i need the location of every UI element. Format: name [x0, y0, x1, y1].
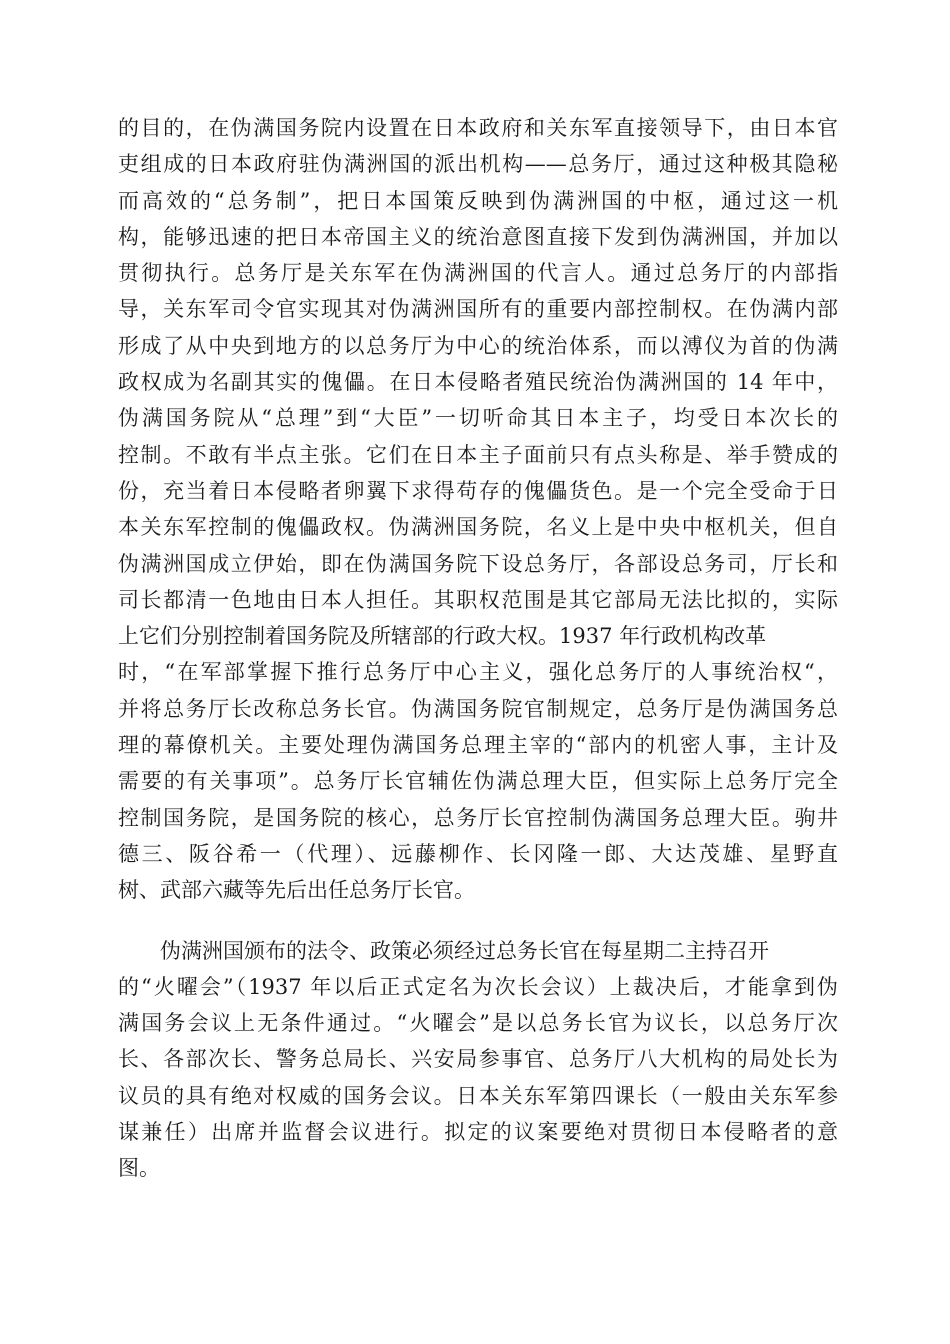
paragraph-2	[118, 933, 838, 1187]
text-line: 谋兼任）出席并监督会议进行。拟定的议案要绝对贯彻日本侵略者的意	[118, 1120, 838, 1145]
text-line: 司长都清一色地由日本人担任。其职权范围是其它部局无法比拟的，实际	[118, 587, 838, 612]
text-line: 上它们分别控制着国务院及所辖部的行政大权。1937 年行政机构改革	[118, 624, 767, 649]
text-line: 构，能够迅速的把日本帝国主义的统治意图直接下发到伪满洲国，并加以	[118, 224, 838, 249]
text-line: 贯彻执行。总务厅是关东军在伪满洲国的代言人。通过总务厅的内部指	[118, 261, 838, 286]
text-line: 份，充当着日本侵略者卵翼下求得苟存的傀儡货色。是一个完全受命于日	[118, 478, 838, 503]
text-line: 理的幕僚机关。主要处理伪满国务总理主宰的“部内的机密人事，主计及	[118, 733, 838, 758]
body-text	[118, 110, 838, 1187]
text-line: 伪满洲国成立伊始，即在伪满国务院下设总务厅，各部设总务司，厅长和	[118, 551, 838, 576]
text-line: 而高效的“总务制”，把日本国策反映到伪满洲国的中枢，通过这一机	[118, 188, 838, 213]
text-line: 时，“在军部掌握下推行总务厅中心主义，强化总务厅的人事统治权“，	[118, 660, 838, 685]
text-line: 形成了从中央到地方的以总务厅为中心的统治体系，而以溥仪为首的伪满	[118, 333, 838, 358]
text-line: 本关东军控制的傀儡政权。伪满洲国务院，名义上是中央中枢机关，但自	[118, 515, 838, 540]
text-line: 控制国务院，是国务院的核心，总务厅长官控制伪满国务总理大臣。驹井	[118, 805, 838, 830]
text-line: 图。	[118, 1156, 160, 1181]
text-line: 的目的，在伪满国务院内设置在日本政府和关东军直接领导下，由日本官	[118, 116, 838, 140]
text-line: 树、武部六藏等先后出任总务厅长官。	[118, 878, 475, 903]
paragraph-gap	[118, 909, 838, 933]
text-line: 导，关东军司令官实现其对伪满洲国所有的重要内部控制权。在伪满内部	[118, 297, 838, 322]
text-line: 伪满国务院从“总理”到“大臣”一切听命其日本主子，均受日本次长的	[118, 406, 838, 431]
text-line: 议员的具有绝对权威的国务会议。日本关东军第四课长（一般由关东军参	[118, 1083, 838, 1108]
text-line: 德三、阪谷希一（代理）、远藤柳作、长冈隆一郎、大达茂雄、星野直	[118, 841, 838, 866]
text-line: 伪满洲国颁布的法令、政策必须经过总务长官在每星期二主持召开	[160, 938, 769, 963]
text-line: 满国务会议上无条件通过。“火曜会”是以总务长官为议长，以总务厅次	[118, 1011, 838, 1036]
text-line: 需要的有关事项”。总务厅长官辅佐伪满总理大臣，但实际上总务厅完全	[118, 769, 838, 794]
text-line: 控制。不敢有半点主张。它们在日本主子面前只有点头称是、举手赞成的	[118, 442, 838, 467]
paragraph-1	[118, 110, 838, 909]
text-line: 吏组成的日本政府驻伪满洲国的派出机构——总务厅，通过这种极其隐秘	[118, 152, 838, 177]
text-line: 政权成为名副其实的傀儡。在日本侵略者殖民统治伪满洲国的 14 年中，	[118, 370, 838, 395]
text-line: 的“火曜会”（1937 年以后正式定名为次长会议）上裁决后，才能拿到伪	[118, 974, 838, 999]
text-line: 长、各部次长、警务总局长、兴安局参事官、总务厅八大机构的局处长为	[118, 1047, 838, 1072]
text-line: 并将总务厅长改称总务长官。伪满国务院官制规定，总务厅是伪满国务总	[118, 696, 838, 721]
